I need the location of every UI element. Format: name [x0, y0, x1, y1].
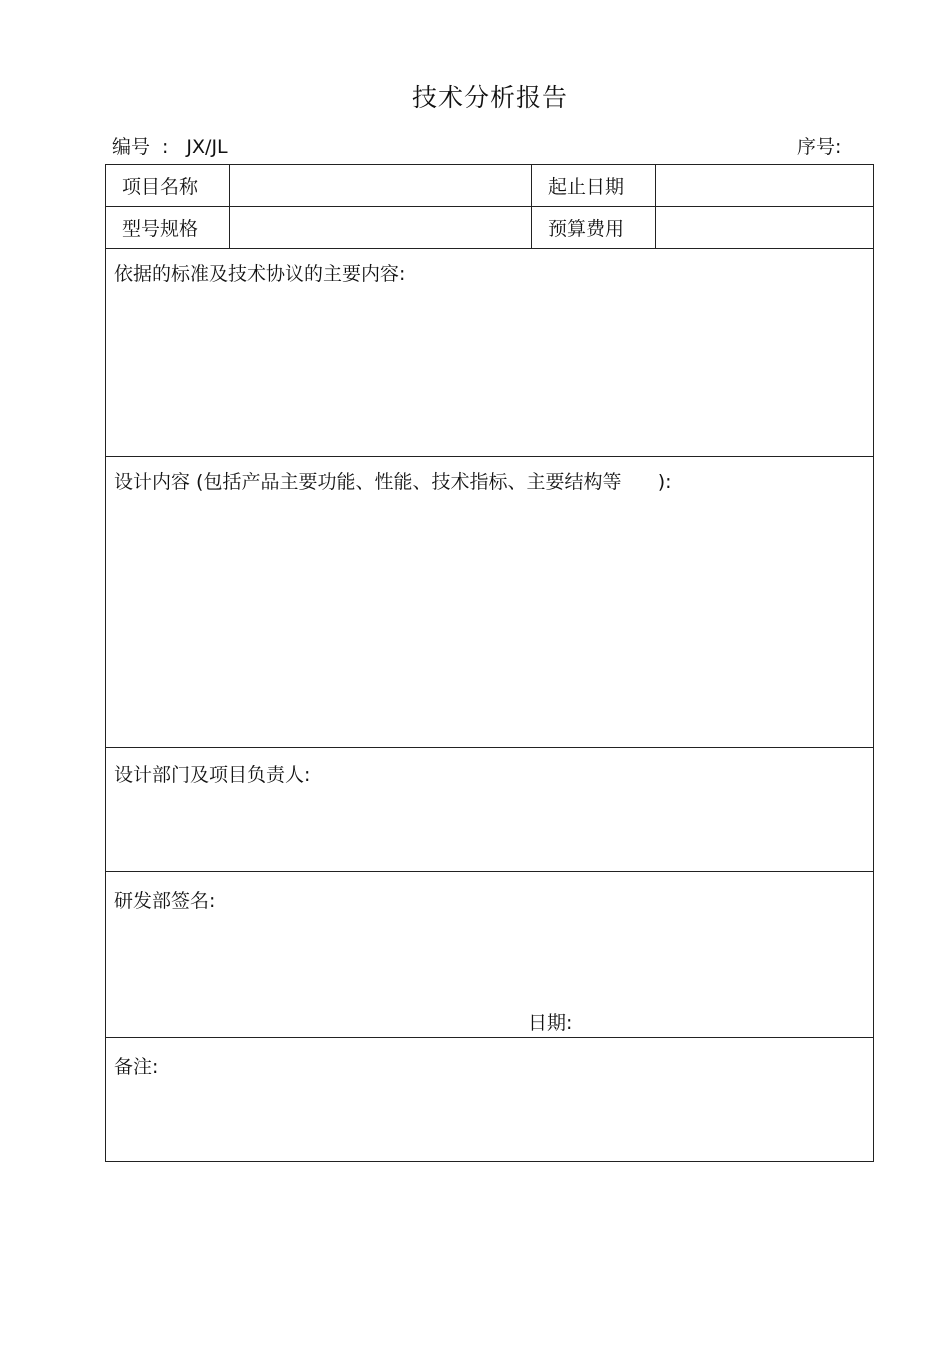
standards-label: 依据的标准及技术协议的主要内容: [114, 263, 406, 285]
code-separator: : [162, 136, 169, 158]
project-name-label: 项目名称 [106, 165, 230, 206]
date-range-field[interactable] [656, 165, 873, 206]
info-row-2 [106, 207, 873, 249]
report-form [105, 164, 874, 1162]
seq-label: 序号: [797, 136, 842, 158]
date-range-label: 起止日期 [532, 165, 656, 206]
rd-date-label: 日期: [528, 1012, 573, 1034]
budget-label: 预算费用 [532, 207, 656, 248]
design-content-section[interactable] [106, 457, 873, 748]
info-row-1 [106, 165, 873, 207]
model-spec-field[interactable] [230, 207, 532, 248]
budget-field[interactable] [656, 207, 873, 248]
standards-section[interactable] [106, 249, 873, 457]
rd-signature-section[interactable] [106, 872, 873, 1038]
code-label: 编号 [112, 136, 151, 158]
sequence-number [797, 132, 841, 159]
document-code [112, 132, 228, 159]
rd-signature-label: 研发部签名: [114, 890, 216, 912]
code-value[interactable]: JX/JL [186, 136, 228, 158]
model-spec-label: 型号规格 [106, 207, 230, 248]
remarks-label: 备注: [114, 1056, 159, 1078]
page-title: 技术分析报告 [411, 83, 568, 112]
remarks-section[interactable] [106, 1038, 873, 1161]
design-content-label: 设计内容 (包括产品主要功能、性能、技术指标、主要结构等 ): [114, 471, 672, 493]
project-name-field[interactable] [230, 165, 532, 206]
dept-owner-section[interactable] [106, 748, 873, 872]
dept-owner-label: 设计部门及项目负责人: [114, 764, 311, 786]
